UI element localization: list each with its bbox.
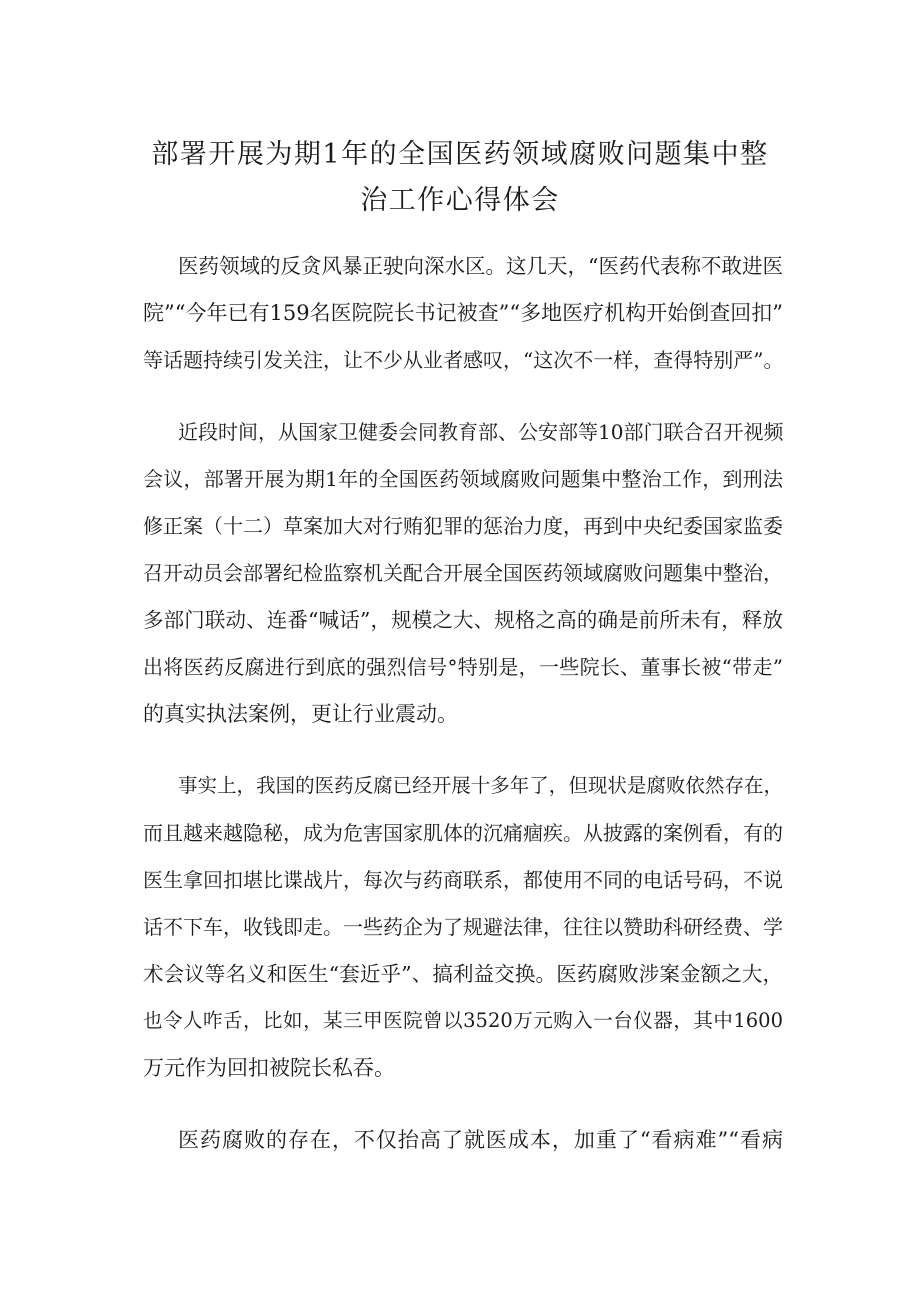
paragraph-line: 的真实执法案例，更让行业震动。 [143,702,458,726]
paragraph-line: 召开动员会部署纪检监察机关配合开展全国医药领域腐败问题集中整治， [143,561,783,585]
paragraph-line: 修正案（十二）草案加大对行贿犯罪的惩治力度，再到中央纪委国家监委 [143,514,783,538]
paragraph-line: 医药腐败的存在，不仅抬高了就医成本，加重了“看病难”“看病 [178,1128,783,1152]
paragraph-line: 会议，部署开展为期1年的全国医药领域腐败问题集中整治工作，到刑法 [143,467,783,491]
paragraph-line: 医药领域的反贪风暴正驶向深水区。这几天，“医药代表称不敢进医 [178,254,783,278]
paragraph-line: 事实上，我国的医药反腐已经开展十多年了，但现状是腐败依然存在， [178,774,783,797]
paragraph-line: 医生拿回扣堪比谍战片，每次与药商联系，都使用不同的电话号码，不说 [143,868,783,892]
paragraph-line: 万元作为回扣被院长私吞。 [143,1056,395,1080]
paragraph-line: 出将医药反腐进行到底的强烈信号°特别是，一些院长、董事长被“带走” [143,655,783,679]
title-line: 部署开展为期1年的全国医药领域腐败问题集中整 [151,139,769,170]
paragraph-line: 术会议等名义和医生“套近乎”、搞利益交换。医药腐败涉案金额之大， [143,962,783,986]
paragraph-line: 多部门联动、连番“喊话”，规模之大、规格之高的确是前所未有，释放 [143,608,783,632]
paragraph-line: 院”“今年已有159名医院院长书记被查”“多地医疗机构开始倒查回扣” [143,301,783,325]
paragraph-line: 也令人咋舌，比如，某三甲医院曾以3520万元购入一台仪器，其中1600 [143,1009,783,1032]
title-line: 治工作心得体会 [360,185,560,216]
paragraph-line: 而且越来越隐秘，成为危害国家肌体的沉痛痼疾。从披露的案例看，有的 [143,821,783,845]
paragraph-line: 近段时间，从国家卫健委会同教育部、公安部等10部门联合召开视频 [178,420,784,444]
document-title [120,132,800,224]
paragraph-line: 等话题持续引发关注，让不少从业者感叹，“这次不一样，查得特别严”。 [143,348,784,372]
paragraph-line: 话不下车，收钱即走。一些药企为了规避法律，往往以赞助科研经费、学 [143,915,783,939]
